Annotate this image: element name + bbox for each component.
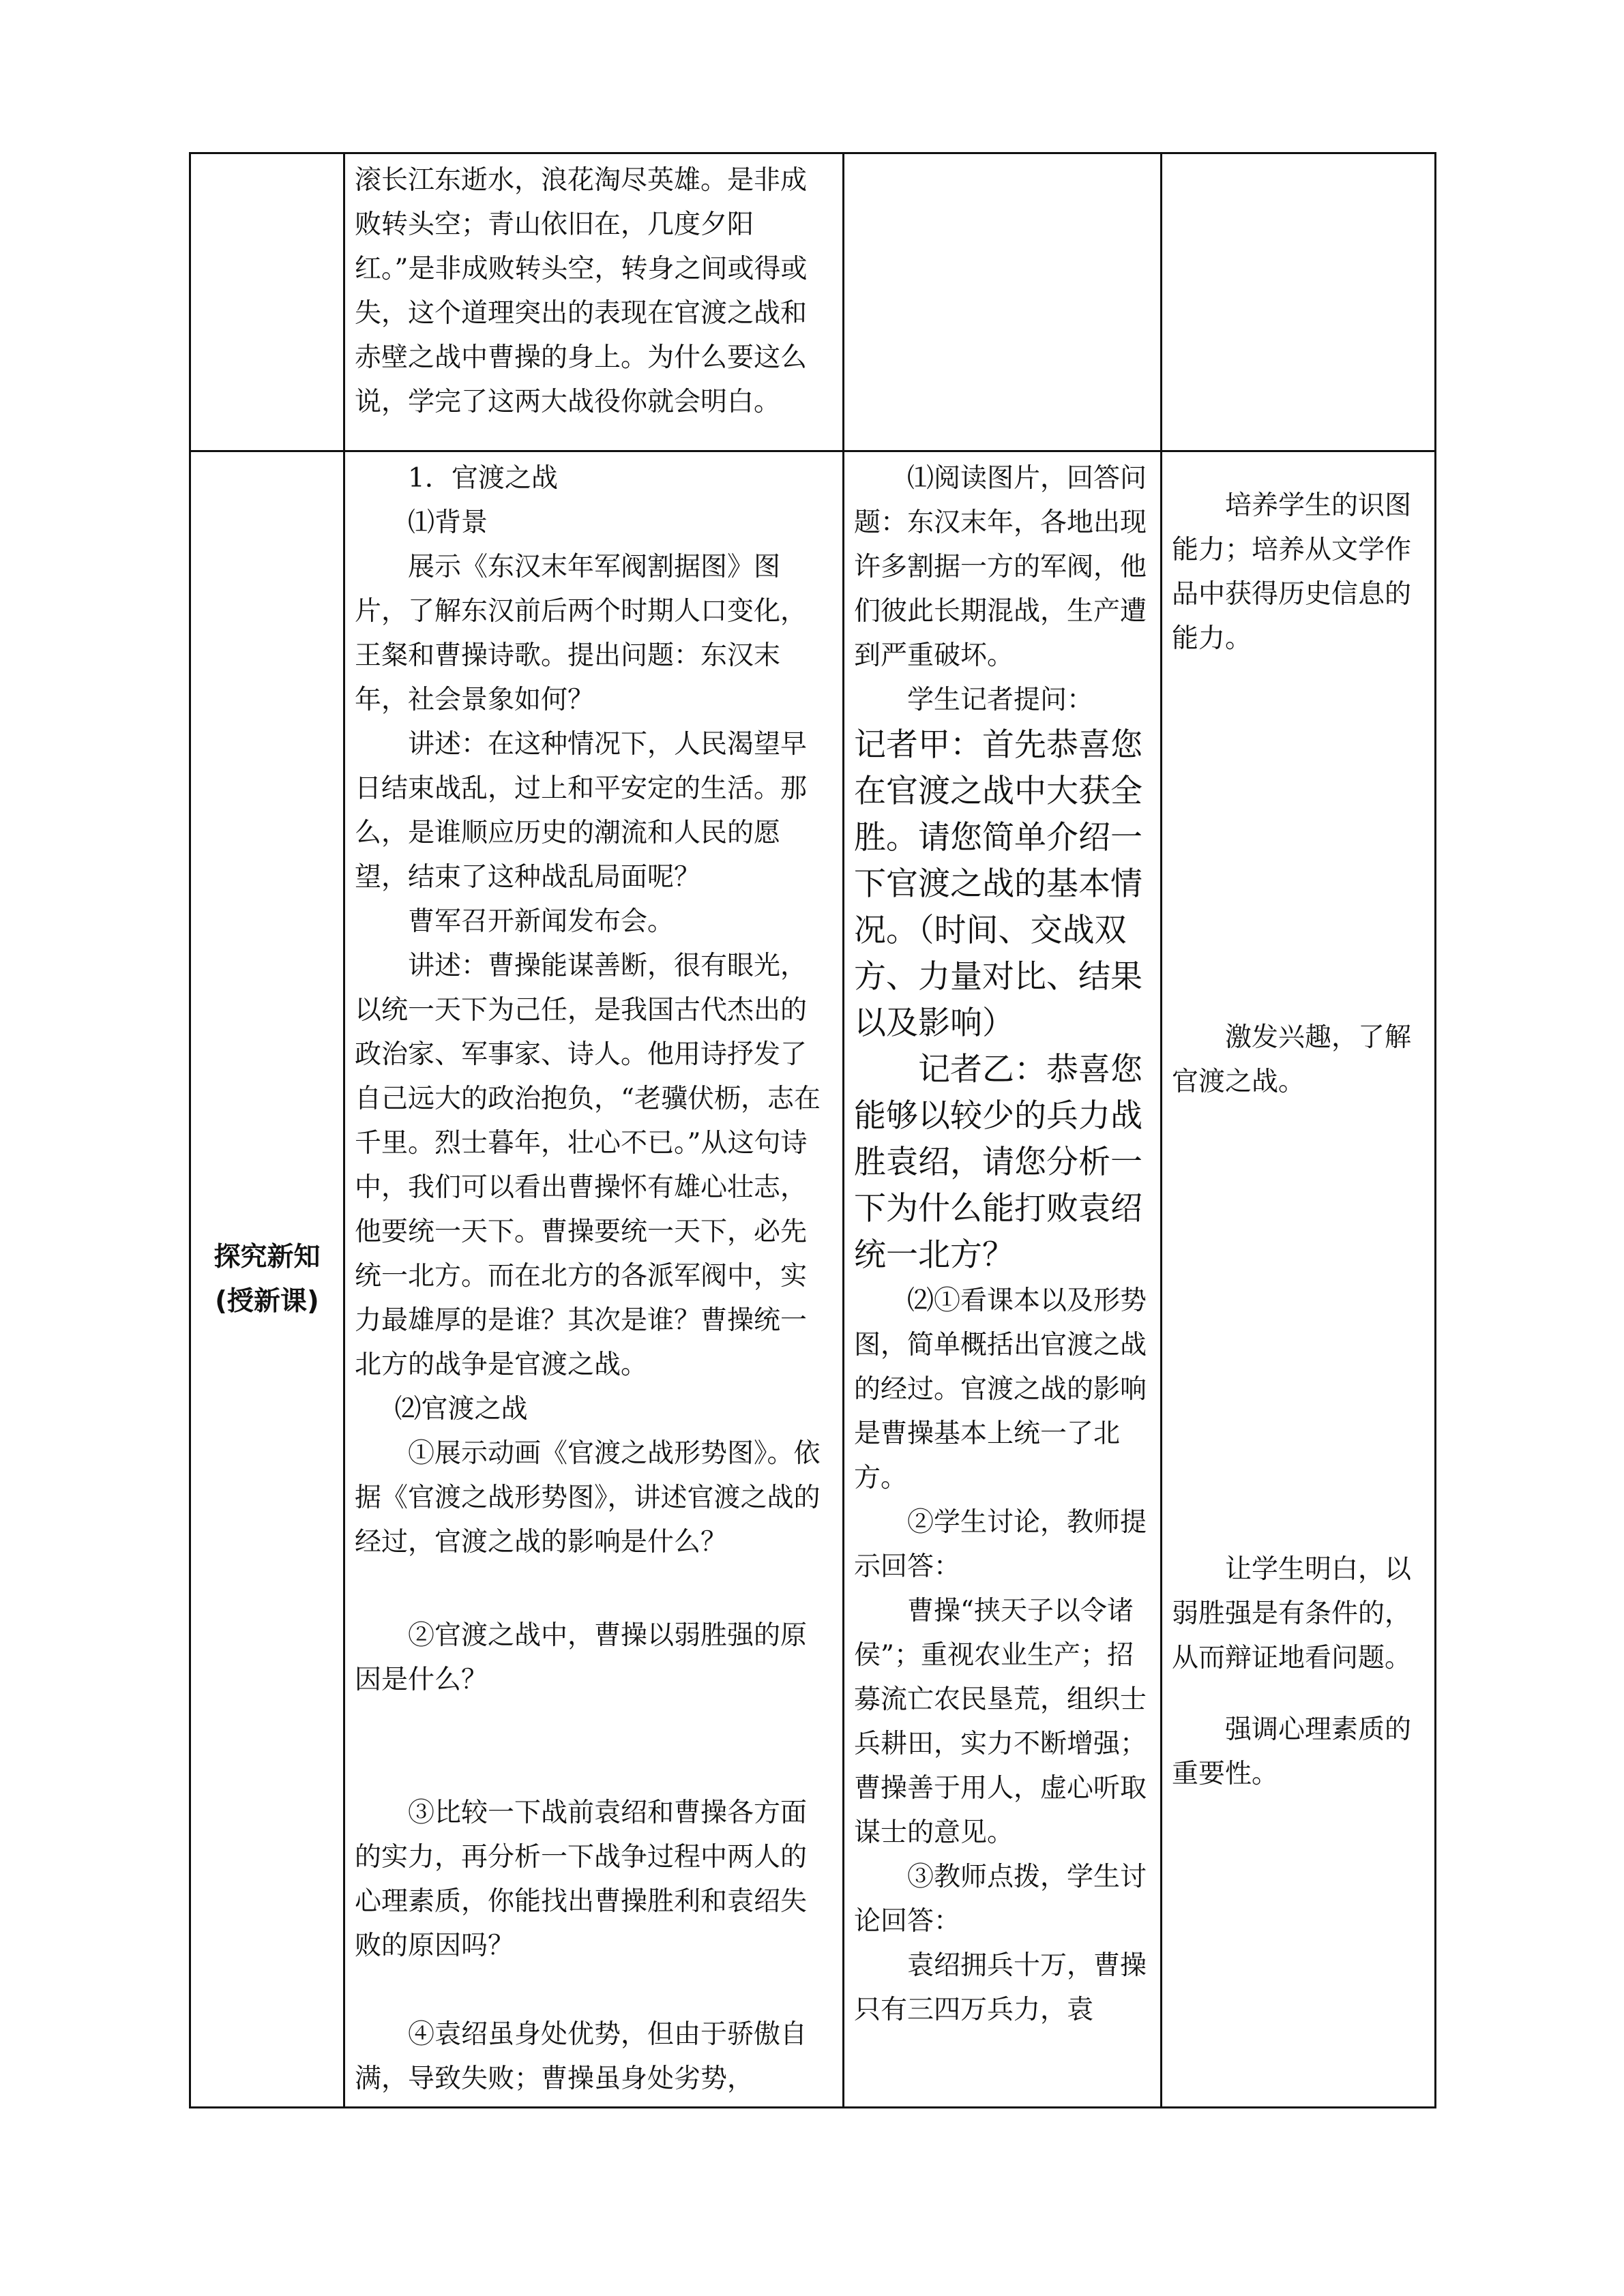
paragraph: ③比较一下战前袁绍和曹操各方面的实力，再分析一下战争过程中两人的心理素质，你能找出曹操胜利和袁绍失败的原因吗？ <box>355 1798 808 1961</box>
student-activity-cell <box>844 153 1162 451</box>
stage-label-line: (授新课) <box>215 1286 319 1317</box>
paragraph: ⑵①看课本以及形势图，简单概括出官渡之战的经过。官渡之战的影响是曹操基本上统一了北方。 <box>854 1285 1147 1493</box>
subheading: ⑵官渡之战 <box>394 1394 528 1425</box>
stage-label-cell <box>190 153 344 451</box>
design-intent-cell <box>1162 153 1436 451</box>
paragraph: 曹操“挟天子以令诸侯”；重视农业生产；招募流亡农民垦荒，组织士兵耕田，实力不断增强；曹操善于用人，虚心听取谋士的意见。 <box>854 1596 1147 1848</box>
paragraph: 学生记者提问： <box>907 685 1094 715</box>
subheading: ⑴背景 <box>408 507 488 538</box>
table-row <box>190 451 1436 2108</box>
teacher-activity-cell <box>344 451 844 2108</box>
heading: 1．官渡之战 <box>408 463 558 494</box>
paragraph: 曹军召开新闻发布会。 <box>408 906 675 937</box>
table-row <box>190 153 1436 451</box>
teacher-activity-cell <box>344 153 844 451</box>
paragraph: 让学生明白，以弱胜强是有条件的，从而辩证地看问题。 <box>1172 1554 1412 1673</box>
paragraph: ⑴阅读图片，回答问题：东汉末年，各地出现许多割据一方的军阀，他们彼此长期混战，生产遭到严重破坏。 <box>854 463 1147 671</box>
paragraph: 讲述：曹操能谋善断，很有眼光，以统一天下为己任，是我国古代杰出的政治家、军事家、诗人。他用诗抒发了自己远大的政治抱负，“老骥伏枥，志在千里。烈士暮年，壮心不已。”从这句诗中，我们可以看出曹操怀有雄心壮志，他要统一天下。曹操要统一天下，必先统一北方。而在北方的各派军阀中，实力最雄厚的是谁？其次是谁？曹操统一北方的战争是官渡之战。 <box>355 951 821 1380</box>
paragraph: ②学生讨论，教师提示回答： <box>854 1507 1147 1582</box>
paragraph: 强调心理素质的重要性。 <box>1172 1714 1412 1789</box>
paragraph: 培养学生的识图能力；培养从文学作品中获得历史信息的能力。 <box>1172 490 1412 654</box>
paragraph: 记者乙：恭喜您能够以较少的兵力战胜袁绍，请您分析一下为什么能打败袁绍统一北方？ <box>854 1051 1142 1274</box>
stage-label-cell <box>190 451 344 2108</box>
paragraph: ①展示动画《官渡之战形势图》。依据《官渡之战形势图》，讲述官渡之战的经过，官渡之战的影响是什么？ <box>355 1438 821 1557</box>
paragraph: 记者甲：首先恭喜您在官渡之战中大获全胜。请您简单介绍一下官渡之战的基本情况。（时间、交战双方、力量对比、结果以及影响） <box>854 726 1142 1042</box>
lesson-plan-table <box>189 152 1436 2108</box>
paragraph: 袁绍拥兵十万，曹操只有三四万兵力，袁 <box>854 1950 1147 2025</box>
student-activity-cell <box>844 451 1162 2108</box>
paragraph: 讲述：在这种情况下，人民渴望早日结束战乱，过上和平安定的生活。那么，是谁顺应历史的潮流和人民的愿望，结束了这种战乱局面呢？ <box>355 729 808 893</box>
paragraph: 展示《东汉末年军阀割据图》图片，了解东汉前后两个时期人口变化，王粲和曹操诗歌。提出问题：东汉末年，社会景象如何？ <box>355 552 808 715</box>
stage-label-line: 探究新知 <box>213 1242 321 1272</box>
paragraph: 激发兴趣，了解官渡之战。 <box>1172 1022 1412 1097</box>
design-intent-cell <box>1162 451 1436 2108</box>
paragraph: ④袁绍虽身处优势，但由于骄傲自满，导致失败；曹操虽身处劣势， <box>355 2019 808 2094</box>
paragraph: 滚长江东逝水，浪花淘尽英雄。是非成败转头空；青山依旧在，几度夕阳红。”是非成败转头空，转身之间或得或失，这个道理突出的表现在官渡之战和赤壁之战中曹操的身上。为什么要这么说，学完了这两大战役你就会明白。 <box>355 165 808 417</box>
paragraph: ③教师点拨，学生讨论回答： <box>854 1862 1147 1937</box>
paragraph: ②官渡之战中，曹操以弱胜强的原因是什么？ <box>355 1620 808 1695</box>
